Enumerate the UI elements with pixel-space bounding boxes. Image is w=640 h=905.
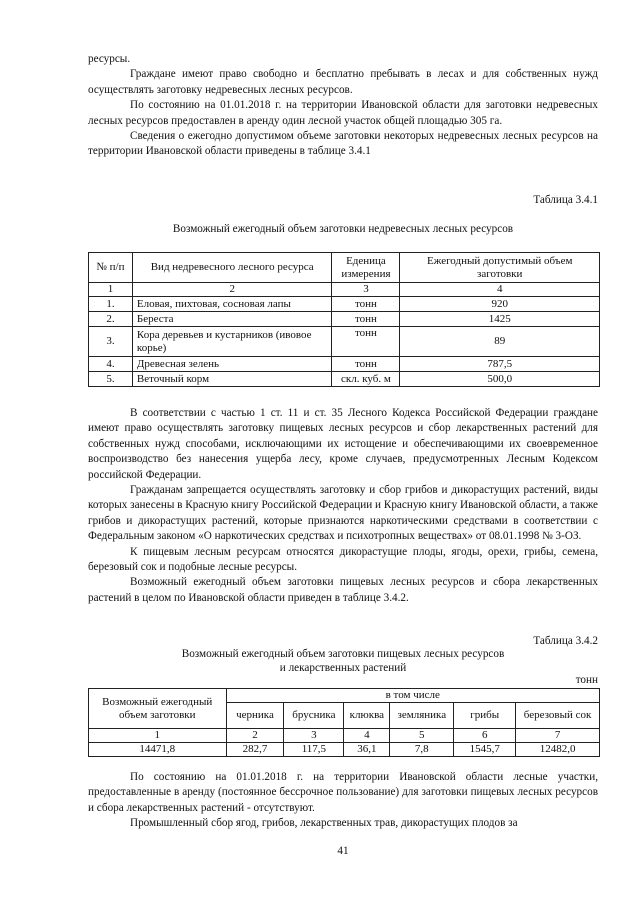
table-column-number-row	[89, 283, 600, 297]
table-header-row	[89, 253, 600, 283]
table-unit: тонн	[575, 674, 598, 686]
column-number: 6	[454, 729, 516, 743]
unit: тонн	[332, 327, 400, 357]
paragraph: ресурсы.	[88, 53, 131, 65]
row-number: 2.	[89, 312, 133, 327]
column-number: 7	[516, 729, 600, 743]
header-cell: грибы	[454, 703, 516, 729]
column-number: 4	[400, 283, 600, 297]
resource-name: Еловая, пихтовая, сосновая лапы	[132, 297, 332, 312]
header-group-cell: в том числе	[226, 689, 600, 703]
table-title: Возможный ежегодный объем заготовки пищевых лесных ресурсов	[181, 648, 505, 660]
value-cell: 36,1	[344, 743, 390, 757]
header-cell: черника	[226, 703, 284, 729]
header-cell: Ежегодный допустимый объем заготовки	[400, 253, 600, 283]
row-number: 1.	[89, 297, 133, 312]
header-cell: клюква	[344, 703, 390, 729]
value-cell: 282,7	[226, 743, 284, 757]
header-cell: березовый сок	[516, 703, 600, 729]
column-number: 5	[390, 729, 454, 743]
header-cell: Вид недревесного лесного ресурса	[132, 253, 332, 283]
paragraph: По состоянию на 01.01.2018 г. на территории Ивановской области лесные участки, предоставленные в аренду (постоянное бессрочное пользование) для заготовки пищевых лесных ресурсов и сбора лекарственных растений - отсутствуют.	[88, 771, 598, 814]
non-timber-resources-table	[88, 252, 600, 387]
value-cell: 7,8	[390, 743, 454, 757]
table-column-number-row	[89, 729, 600, 743]
header-cell: земляника	[390, 703, 454, 729]
annual-volume: 920	[400, 297, 600, 312]
paragraph: К пищевым лесным ресурсам относятся дикорастущие плоды, ягоды, орехи, грибы, семена, березовый сок и подобные лесные ресурсы.	[88, 545, 598, 574]
table-title: Возможный ежегодный объем заготовки недревесных лесных ресурсов	[172, 223, 514, 235]
resource-name: Кора деревьев и кустарников (ивовое корье)	[132, 327, 332, 357]
middle-section	[88, 406, 598, 606]
column-number: 3	[284, 729, 344, 743]
value-cell: 12482,0	[516, 743, 600, 757]
column-number: 3	[332, 283, 400, 297]
column-number: 1	[89, 729, 227, 743]
column-number: 2	[132, 283, 332, 297]
unit: скл. куб. м	[332, 372, 400, 387]
row-number: 5.	[89, 372, 133, 387]
paragraph: По состоянию на 01.01.2018 г. на территории Ивановской области для заготовки недревесных лесных ресурсов предоставлен в аренду один лесной участок общей площадью 305 га.	[88, 99, 598, 127]
annual-volume: 89	[400, 327, 600, 357]
annual-volume: 1425	[400, 312, 600, 327]
paragraph: Сведения о ежегодно допустимом объеме заготовки некоторых недревесных лесных ресурсов на территории Ивановской области приведены в таблице 3.4.1	[88, 130, 598, 158]
table-row	[89, 297, 600, 312]
row-number: 4.	[89, 357, 133, 372]
resource-name: Древесная зелень	[132, 357, 332, 372]
value-cell: 117,5	[284, 743, 344, 757]
table-header-row	[89, 689, 600, 703]
table-label: Таблица 3.4.2	[533, 635, 598, 647]
value-cell: 1545,7	[454, 743, 516, 757]
table-row	[89, 743, 600, 757]
intro-section	[88, 52, 598, 160]
table-row	[89, 312, 600, 327]
unit: тонн	[332, 297, 400, 312]
table-row	[89, 372, 600, 387]
food-resources-table	[88, 688, 600, 757]
annual-volume: 500,0	[400, 372, 600, 387]
resource-name: Веточный корм	[132, 372, 332, 387]
header-cell: Возможный ежегодный объем заготовки	[89, 689, 227, 729]
annual-volume: 787,5	[400, 357, 600, 372]
bottom-section	[88, 770, 598, 832]
table-label: Таблица 3.4.1	[533, 194, 598, 206]
column-number: 1	[89, 283, 133, 297]
header-cell: № п/п	[89, 253, 133, 283]
paragraph: Возможный ежегодный объем заготовки пищевых лесных ресурсов и сбора лекарственных растений в целом по Ивановской области приведен в таблице 3.4.2.	[88, 576, 598, 604]
unit: тонн	[332, 312, 400, 327]
paragraph: Промышленный сбор ягод, грибов, лекарственных трав, дикорастущих плодов за	[130, 817, 518, 830]
column-number: 4	[344, 729, 390, 743]
header-cell: брусника	[284, 703, 344, 729]
page-number: 41	[337, 845, 349, 857]
table-row	[89, 357, 600, 372]
resource-name: Береста	[132, 312, 332, 327]
value-cell: 14471,8	[89, 743, 227, 757]
table-row	[89, 327, 600, 357]
unit: тонн	[332, 357, 400, 372]
header-cell: Еденица измерения	[332, 253, 400, 283]
paragraph: Гражданам запрещается осуществлять заготовку и сбор грибов и дикорастущих растений, виды которых занесены в Красную книгу Российской Федерации и Красную книгу Ивановской области, а также грибов и дикорастущих растений, которые признаются наркотическими средствами в соответствии с Федеральным законом «О наркотических средствах и психотропных веществах» от 08.01.1998 № 3-ОЗ.	[88, 484, 598, 543]
paragraph: Граждане имеют право свободно и бесплатно пребывать в лесах и для собственных нужд осуществлять заготовку недревесных лесных ресурсов.	[88, 68, 598, 96]
column-number: 2	[226, 729, 284, 743]
table-title: и лекарственных растений	[279, 662, 407, 674]
paragraph: В соответствии с частью 1 ст. 11 и ст. 35 Лесного Кодекса Российской Федерации граждане имеют право осуществлять заготовку пищевых лесных ресурсов и сбор лекарственных растений для собственных нужд способами, исключающими их истощение и обеспечивающими их своевременное воспроизводство без нанесения ущерба лесу, кроме случаев, предусмотренных Лесным Кодексом российской Федерации.	[88, 407, 598, 481]
row-number: 3.	[89, 327, 133, 357]
